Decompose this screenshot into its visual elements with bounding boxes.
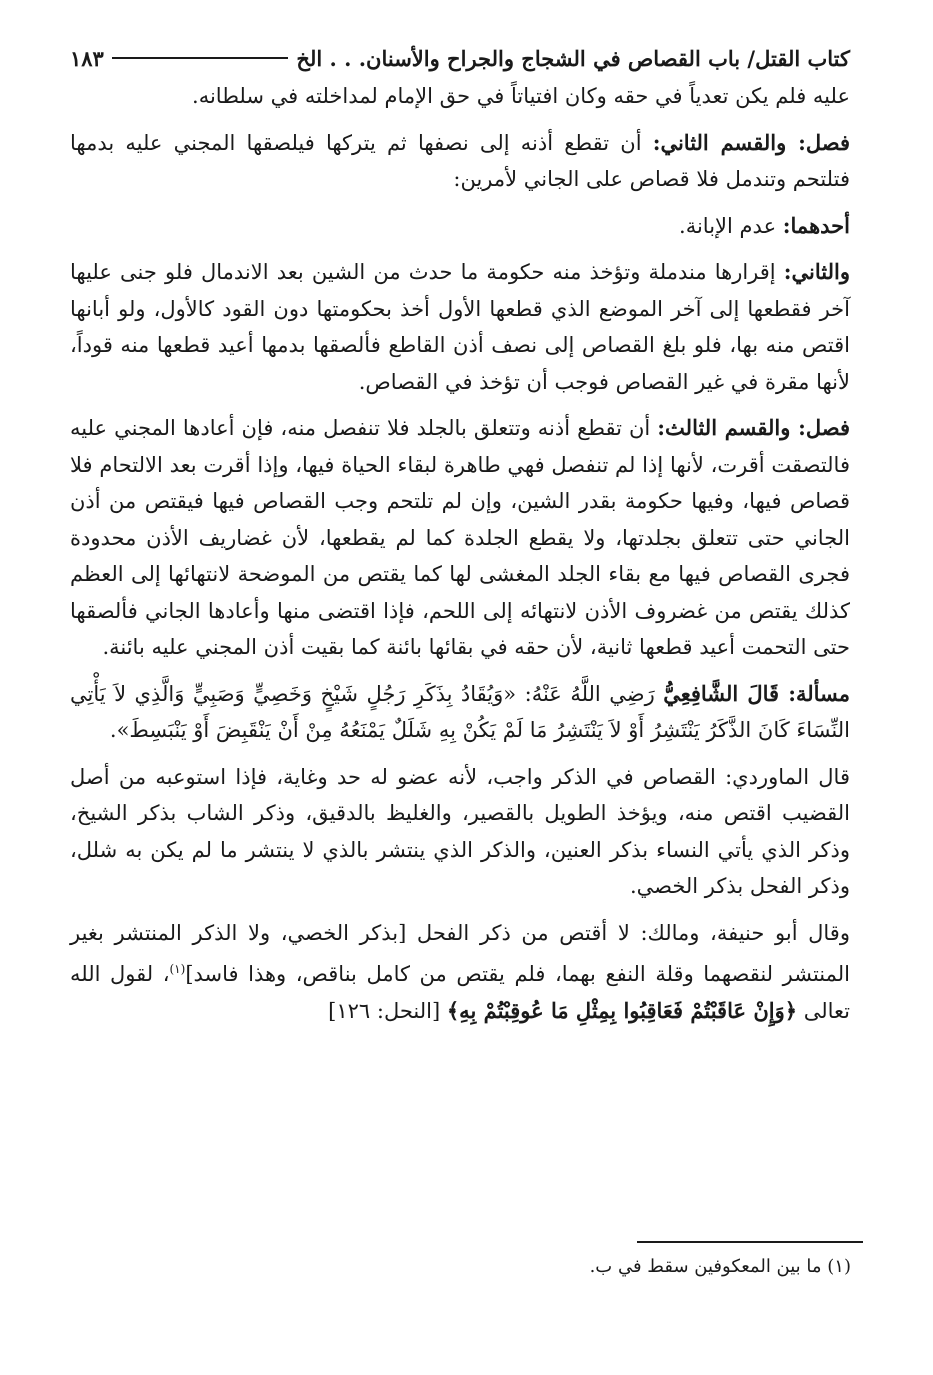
header-rule <box>112 57 289 59</box>
paragraph-5 <box>70 410 850 666</box>
header-title: كتاب القتل/ باب القصاص في الشجاج والجراح والأسنان. . . الخ <box>296 45 850 71</box>
verse-reference: [النحل: ١٢٦] <box>328 998 447 1023</box>
page-body <box>70 38 850 1029</box>
paragraph-text: أن تقطع أذنه وتتعلق بالجلد فلا تنفصل منه، فإن أعادها المجني عليه فالتصقت أقرت، لأنها إذا لم تنفصل فهي طاهرة لبقاء الحياة فيها، وإذا أقرت بعد الالتحام فلا قصاص فيها، وفيها حكومة بقدر الشين، وإن لم تلتحم وجب القصاص فيها فيقتص من أذن الجاني حتى تتعلق بجلدتها، ولا يقطع الجلدة كما لم يقطعها، لأن غضاريف الأذن محدودة فجرى القصاص فيها مع بقاء الجلد المغشى لها كما يقتص من الموضحة لانتهائها إلى العظم كذلك يقتص من غضروف الأذن لانتهائه إلى اللحم، فإذا اقتضى منها وأعادها الجاني فألصقها حتى التحمت أعيد قطعها ثانية، لأن حقه في بقائها بائنة كما بقيت أذن المجني عليه بائنة. <box>70 416 851 659</box>
quran-verse: ﴿وَإِنْ عَاقَبْتُمْ فَعَاقِبُوا بِمِثْلِ مَا عُوقِبْتُمْ بِهِ﴾ <box>446 997 798 1023</box>
quoted-text: رَضِي اللَّهُ عَنْهُ: «وَيُقَادُ بِذَكَرِ رَجُلٍ شَيْخٍ وَخَصِيٍّ وَصَبِيٍّ وَالَّذِي لاَ يَأْتِي النِّسَاءَ كَانَ الذَّكَرُ يَنْتَشِرُ أَوْ لاَ يَنْتَشِرُ مَا لَمْ يَكُنْ بِهِ شَلَلٌ يَمْنَعُهُ مِنْ أَنْ يَنْقَبِضَ أَوْ يَنْبَسِطَ». <box>70 681 850 742</box>
running-header <box>70 38 850 78</box>
paragraph-4 <box>70 254 850 400</box>
section-heading: فصل: والقسم الثالث: <box>657 415 850 440</box>
paragraph-1: عليه فلم يكن تعدياً في حقه وكان افتياتاً في حق الإمام لمداخلته في سلطانه. <box>192 84 850 108</box>
paragraph-text: وقال أبو حنيفة، ومالك: لا أقتص من ذكر الفحل [بذكر الخصي، ولا الذكر المنتشر بغير المنتشر لنقصهما وقلة النفع بهما، فلم يقتص من كامل بناقص، وهذا فاسد] <box>70 920 850 986</box>
footnote-marker: (١) <box>169 962 186 976</box>
paragraph-text: ، لقول الله تعالى <box>70 962 850 1023</box>
masala-heading: مسألة: قَالَ الشَّافِعِيُّ <box>663 680 850 706</box>
paragraph-6 <box>70 676 850 749</box>
paragraph-3 <box>70 208 850 245</box>
footnote: (١) ما بين المعكوفين سقط في ب. <box>589 1256 851 1277</box>
paragraph-8 <box>70 915 850 1030</box>
page-number: ١٨٣ <box>70 45 104 71</box>
paragraph-text: عدم الإبانة. <box>679 213 783 238</box>
section-heading: فصل: والقسم الثاني: <box>652 129 850 155</box>
footnote-rule <box>637 1241 863 1243</box>
paragraph-lead: أحدهما: <box>782 212 850 238</box>
paragraph-lead: والثاني: <box>783 259 850 284</box>
paragraph-7: قال الماوردي: القصاص في الذكر واجب، لأنه عضو له حد وغاية، فإذا استوعبه من أصل القضيب اقتص منه، ويؤخذ الطويل بالقصير، والغليظ بالدقيق، وذكر الشاب بذكر الشيخ، وذكر الذي يأتي النساء بذكر العنين، والذكر الذي ينتشر بالذي لا ينتشر ما لم يكن به شلل، وذكر الفحل بذكر الخصي. <box>70 764 850 898</box>
paragraph-text: أن تقطع أذنه إلى نصفها ثم يتركها فيلصقها المجني عليه بدمها فتلتحم وتندمل فلا قصاص على الجاني لأمرين: <box>70 130 850 191</box>
paragraph-text: إقرارها مندملة وتؤخذ منه حكومة ما حدث من الشين بعد الاندمال فلو جنى عليها آخر فقطعها إلى آخر الموضع الذي قطعها الأول أخذ بحكومتها دون القود كالأول، ولو أبانها اقتص منه بها، فلو بلغ القصاص إلى نصف أذن القاطع فألصقها بدمها أعيد قطعها منه قوداً، لأنها مقرة في غير القصاص فوجب أن تؤخذ في القصاص. <box>70 260 850 394</box>
paragraph-2 <box>70 125 850 198</box>
